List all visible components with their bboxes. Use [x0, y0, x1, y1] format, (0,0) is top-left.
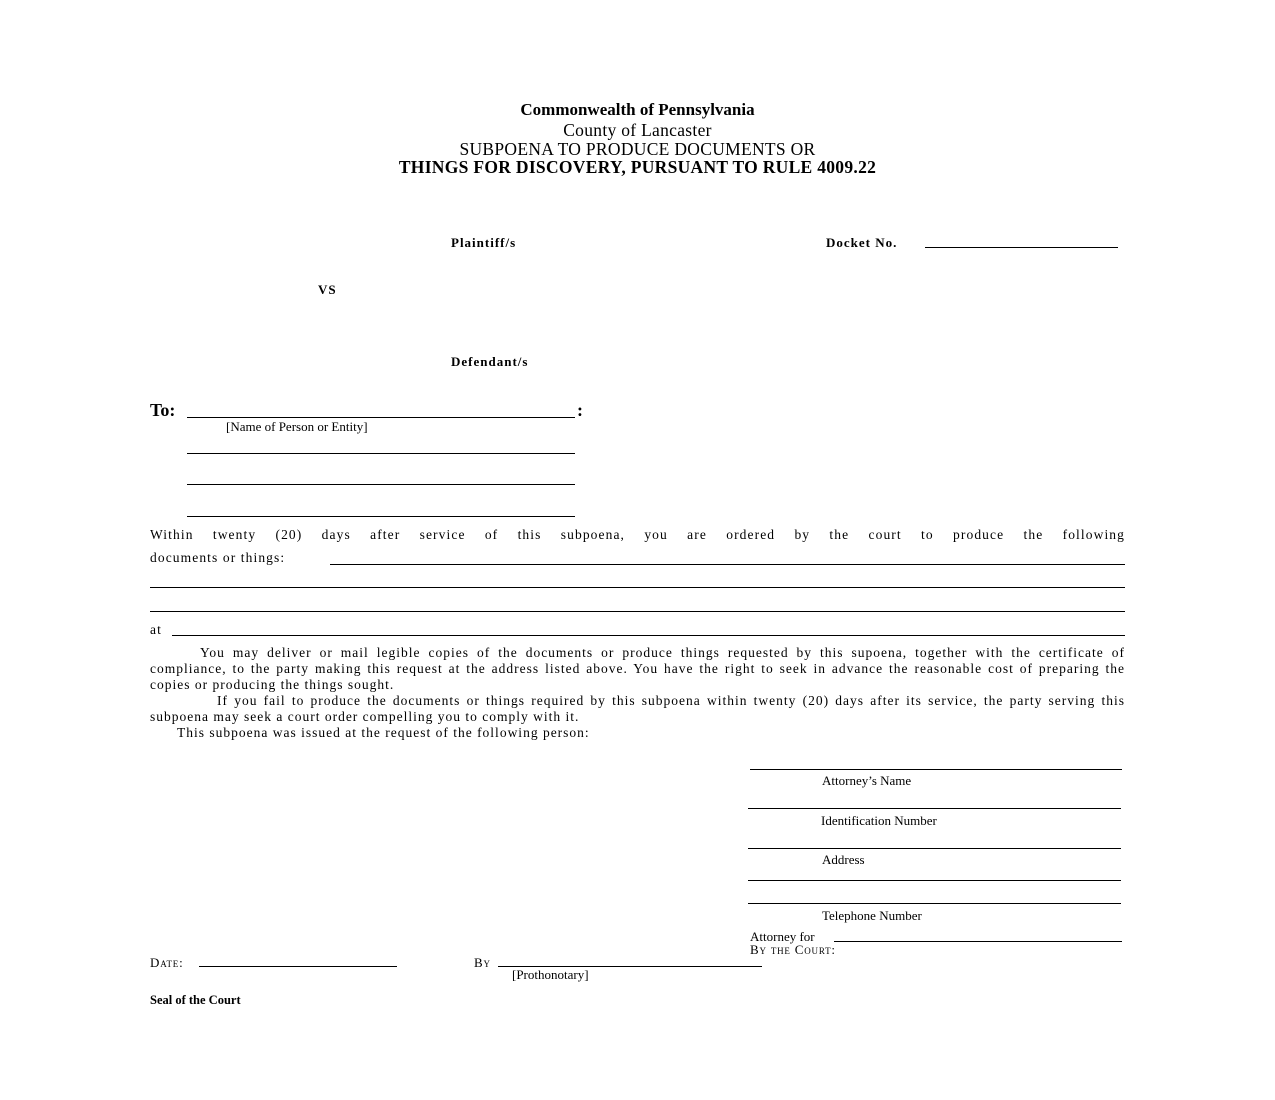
docket-number-field[interactable] [925, 247, 1118, 248]
order-text-line-1: Within twenty (20) days after service of this subpoena, you are ordered by the court to produce the following [150, 527, 1125, 542]
to-address-line-2[interactable] [187, 484, 575, 485]
header-title-2: THINGS FOR DISCOVERY, PURSUANT TO RULE 4009.22 [398, 157, 877, 177]
documents-field-1[interactable] [330, 564, 1125, 565]
docket-label: Docket No. [826, 235, 898, 250]
prothonotary-label: [Prothonotary] [512, 967, 589, 982]
identification-number-label: Identification Number [821, 813, 937, 828]
attorney-for-field[interactable] [834, 941, 1122, 942]
attorney-name-field[interactable] [750, 769, 1122, 770]
vs-label: VS [318, 282, 337, 297]
header-commonwealth: Commonwealth of Pennsylvania [520, 100, 755, 119]
to-name-hint: [Name of Person or Entity] [226, 419, 368, 434]
order-text-line-2: documents or things: [150, 550, 286, 565]
by-the-court-label: By the Court: [750, 942, 836, 957]
header-county: County of Lancaster [563, 120, 712, 140]
telephone-number-label: Telephone Number [822, 908, 922, 923]
instructions-paragraph-3: This subpoena was issued at the request of the following person: [177, 725, 590, 740]
plaintiff-label: Plaintiff/s [451, 235, 517, 250]
to-address-line-1[interactable] [187, 453, 575, 454]
to-colon: : [577, 400, 583, 420]
documents-field-2[interactable] [150, 587, 1125, 588]
instructions-paragraph-2: If you fail to produce the documents or things required by this subpoena within twenty (20) days after its service, the party serving this subpoena may seek a court order compelling you to comply with it. [150, 693, 1125, 724]
address-label: Address [822, 852, 865, 867]
address-field-2[interactable] [748, 880, 1121, 881]
instructions-paragraph-1: You may deliver or mail legible copies of the documents or produce things requested by this supoena, together with the certificate of compliance, to the party making this request at the address listed above. You have the right to seek in advance the reasonable cost of preparing the copies or producing the things sought. [150, 645, 1125, 692]
at-label: at [150, 622, 162, 637]
attorney-name-label: Attorney’s Name [822, 773, 912, 788]
at-location-field[interactable] [172, 635, 1125, 636]
documents-field-3[interactable] [150, 611, 1125, 612]
attorney-for-label: Attorney for [750, 929, 815, 944]
defendant-label: Defendant/s [451, 354, 529, 369]
date-label: Date: [150, 955, 184, 970]
date-field[interactable] [199, 966, 397, 967]
to-address-line-3[interactable] [187, 516, 575, 517]
by-label: By [474, 955, 491, 970]
header-title-1: SUBPOENA TO PRODUCE DOCUMENTS OR [459, 139, 816, 159]
to-label: To: [150, 400, 176, 420]
telephone-number-field[interactable] [748, 903, 1121, 904]
to-name-field[interactable] [187, 417, 575, 418]
identification-number-field[interactable] [748, 808, 1121, 809]
address-field-1[interactable] [748, 848, 1121, 849]
seal-of-the-court-label: Seal of the Court [150, 993, 241, 1007]
